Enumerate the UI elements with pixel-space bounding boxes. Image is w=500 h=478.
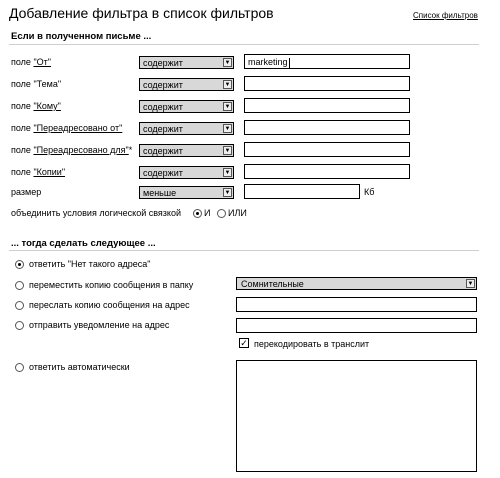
value-input-subject[interactable] bbox=[244, 76, 410, 91]
notify-address-input[interactable] bbox=[236, 318, 477, 333]
move-copy-label: переместить копию сообщения в папку bbox=[29, 280, 194, 290]
conditions-section-title: Если в полученном письме ... bbox=[11, 31, 152, 42]
operator-select-subject[interactable]: содержит ▼ bbox=[139, 78, 234, 91]
chevron-down-icon: ▼ bbox=[224, 126, 231, 132]
operator-select-from[interactable]: содержит ▼ bbox=[139, 56, 234, 69]
value-input-forwarded-to[interactable] bbox=[244, 142, 410, 157]
actions-section-title: ... тогда сделать следующее ... bbox=[11, 238, 156, 249]
operator-select-to[interactable]: содержит ▼ bbox=[139, 100, 234, 113]
auto-reply-radio[interactable] bbox=[15, 363, 24, 372]
auto-reply-textarea[interactable] bbox=[236, 360, 477, 472]
size-input[interactable] bbox=[244, 184, 360, 199]
auto-reply-label: ответить автоматически bbox=[29, 362, 130, 372]
condition-label-forwarded-from: поле "Переадресовано от" bbox=[11, 123, 123, 133]
translit-label: перекодировать в транслит bbox=[254, 339, 370, 349]
operator-select-forwarded-to[interactable]: содержит ▼ bbox=[139, 144, 234, 157]
forward-address-input[interactable] bbox=[236, 297, 477, 312]
forward-copy-radio[interactable] bbox=[15, 301, 24, 310]
notify-radio[interactable] bbox=[15, 321, 24, 330]
operator-select-forwarded-from[interactable]: содержит ▼ bbox=[139, 122, 234, 135]
logic-or-label: ИЛИ bbox=[228, 208, 247, 218]
value-input-to[interactable] bbox=[244, 98, 410, 113]
logic-and-radio[interactable] bbox=[193, 209, 202, 218]
chevron-down-icon: ▼ bbox=[224, 148, 231, 154]
condition-label-from: поле "От" bbox=[11, 57, 51, 67]
field-link-from[interactable]: "От" bbox=[33, 57, 51, 67]
value-input-cc[interactable] bbox=[244, 164, 410, 179]
size-operator-select[interactable]: меньше ▼ bbox=[139, 186, 234, 199]
divider bbox=[9, 250, 479, 251]
condition-label-cc: поле "Копии" bbox=[11, 167, 66, 177]
divider bbox=[9, 44, 479, 45]
page-title: Добавление фильтра в список фильтров bbox=[9, 5, 274, 21]
condition-label-subject: поле "Тема" bbox=[11, 79, 62, 89]
logic-or-radio[interactable] bbox=[217, 209, 226, 218]
move-copy-radio[interactable] bbox=[15, 281, 24, 290]
reply-no-address-radio[interactable] bbox=[15, 260, 24, 269]
condition-label-to: поле "Кому" bbox=[11, 101, 61, 111]
field-link-forwarded-to[interactable]: "Переадресовано для" bbox=[33, 145, 129, 155]
value-input-from[interactable]: marketing bbox=[244, 54, 410, 69]
field-link-cc[interactable]: "Копии" bbox=[33, 167, 66, 177]
condition-label-forwarded-to: поле "Переадресовано для"* bbox=[11, 145, 133, 155]
field-link-forwarded-from[interactable]: "Переадресовано от" bbox=[33, 123, 123, 133]
forward-copy-label: переслать копию сообщения на адрес bbox=[29, 300, 190, 310]
reply-no-address-label: ответить "Нет такого адреса" bbox=[29, 259, 151, 269]
notify-label: отправить уведомление на адрес bbox=[29, 320, 170, 330]
operator-select-cc[interactable]: содержит ▼ bbox=[139, 166, 234, 179]
chevron-down-icon: ▼ bbox=[224, 82, 231, 88]
chevron-down-icon: ▼ bbox=[224, 60, 231, 66]
chevron-down-icon: ▼ bbox=[467, 281, 474, 287]
folder-select[interactable]: Сомнительные ▼ bbox=[236, 277, 477, 290]
chevron-down-icon: ▼ bbox=[224, 170, 231, 176]
size-unit: Кб bbox=[364, 187, 375, 197]
value-input-forwarded-from[interactable] bbox=[244, 120, 410, 135]
filter-list-link[interactable]: Список фильтров bbox=[413, 11, 478, 20]
logic-label: объединить условия логической связкой bbox=[11, 208, 182, 218]
chevron-down-icon: ▼ bbox=[224, 104, 231, 110]
size-label: размер bbox=[11, 187, 42, 197]
translit-checkbox[interactable]: ✓ bbox=[240, 338, 248, 348]
field-link-to[interactable]: "Кому" bbox=[33, 101, 61, 111]
logic-and-label: И bbox=[204, 208, 211, 218]
chevron-down-icon: ▼ bbox=[224, 190, 231, 196]
